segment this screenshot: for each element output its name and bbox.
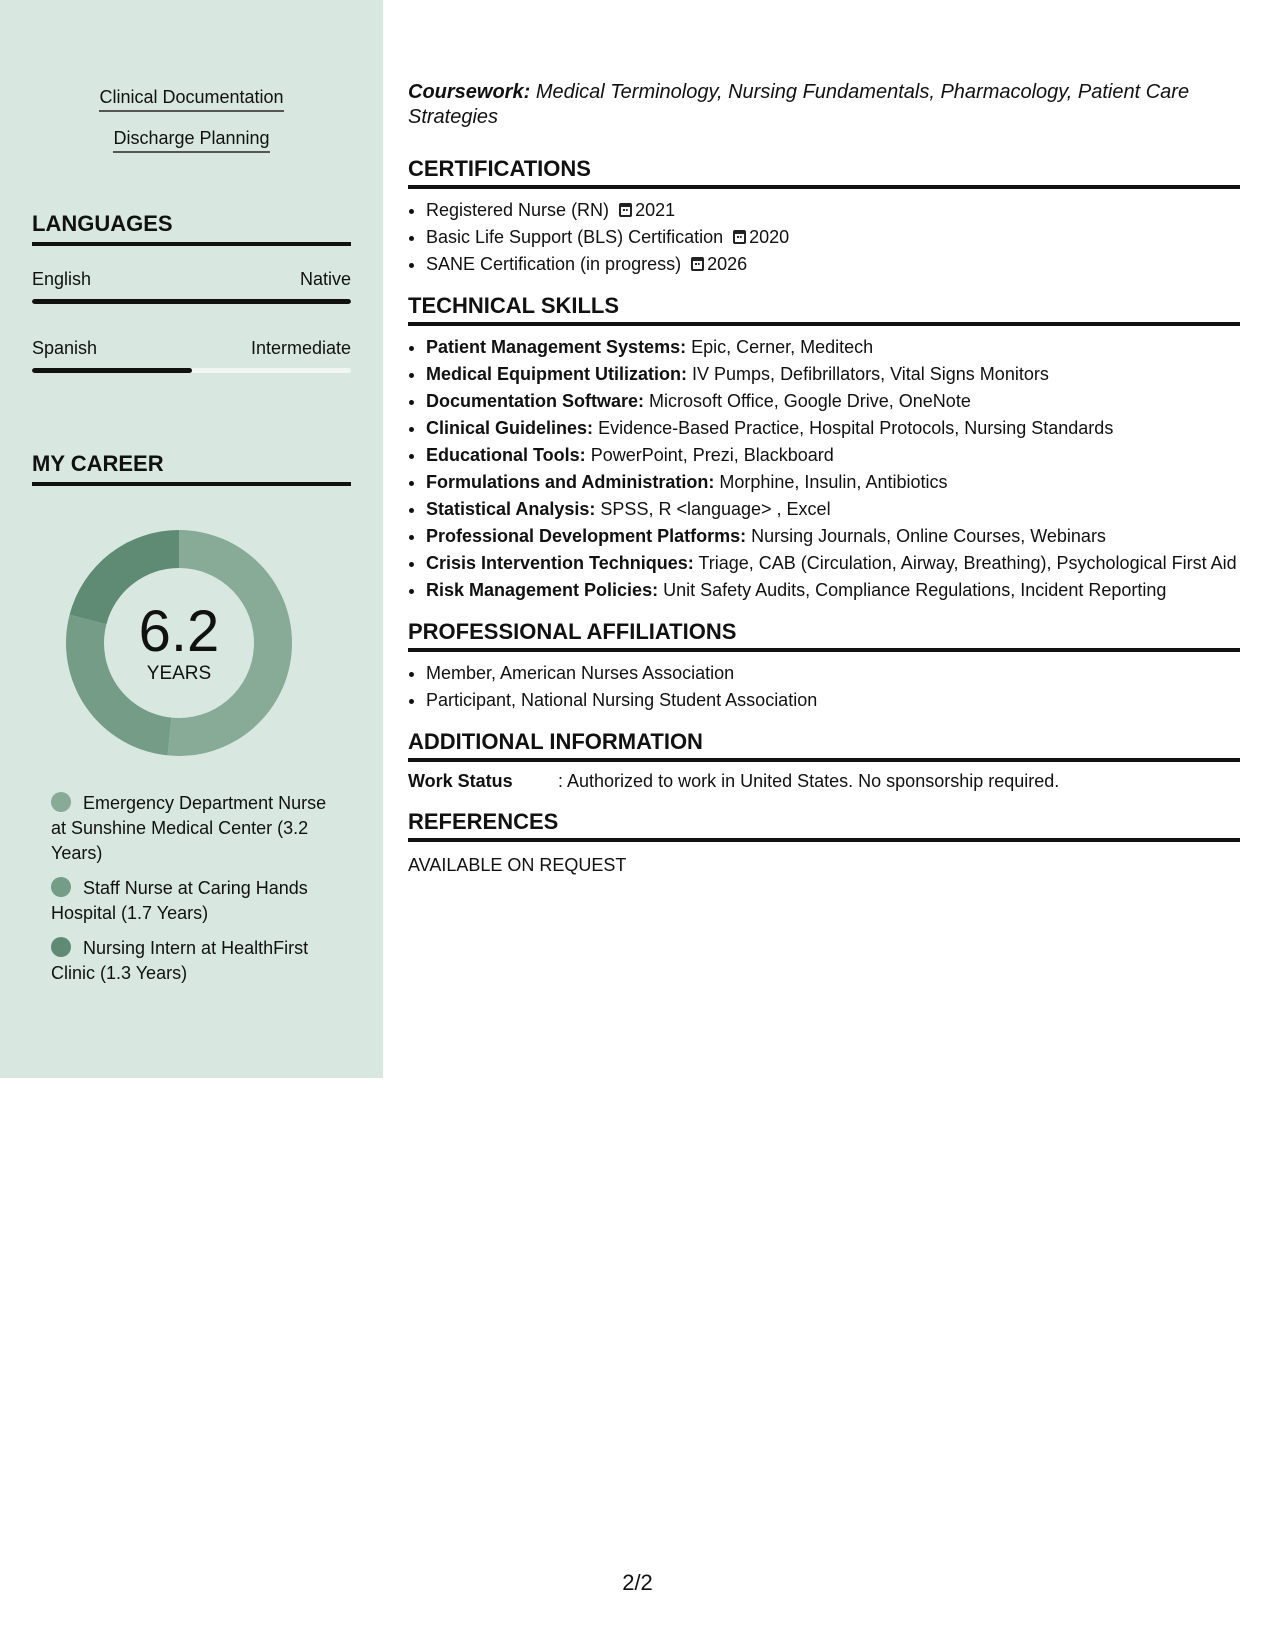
- technical-skills-list: [408, 334, 1240, 604]
- references-heading: REFERENCES: [408, 808, 1240, 842]
- coursework: [408, 80, 1240, 130]
- skill-values: Epic, Cerner, Meditech: [691, 337, 874, 357]
- career-heading: MY CAREER: [32, 450, 351, 486]
- skill-tags: [0, 86, 383, 168]
- technical-skill-item: [426, 361, 1240, 388]
- career-legend-item: [51, 876, 341, 926]
- skill-category: Patient Management Systems:: [426, 337, 687, 357]
- language-name: English: [32, 269, 92, 289]
- affiliations-list: [408, 660, 1240, 714]
- skill-values: Evidence-Based Practice, Hospital Protocols, Nursing Standards: [598, 418, 1114, 438]
- skill-values: IV Pumps, Defibrillators, Vital Signs Monitors: [692, 364, 1049, 384]
- certifications-list: [408, 197, 1240, 278]
- work-status-label: Work Status: [408, 771, 513, 791]
- calendar-icon: [733, 230, 746, 244]
- language-row: [32, 268, 351, 290]
- career-legend-dot: [51, 792, 71, 812]
- career-legend: [51, 791, 341, 996]
- technical-skill-item: [426, 550, 1240, 577]
- languages-heading: LANGUAGES: [32, 210, 351, 246]
- career-legend-dot: [51, 937, 71, 957]
- skill-category: Professional Development Platforms:: [426, 526, 747, 546]
- calendar-icon: [619, 203, 632, 217]
- career-legend-label: Staff Nurse at Caring Hands Hospital (1.7 Years): [51, 878, 308, 923]
- skill-values: Microsoft Office, Google Drive, OneNote: [649, 391, 971, 411]
- main-content: [408, 80, 1240, 878]
- skill-values: Nursing Journals, Online Courses, Webinars: [751, 526, 1106, 546]
- language-bar: [32, 299, 351, 304]
- certification-item: [426, 224, 1240, 251]
- technical-skill-item: [426, 415, 1240, 442]
- language-level: Native: [299, 269, 351, 289]
- references-text: AVAILABLE ON REQUEST: [408, 855, 627, 875]
- affiliation-item: • Member, American Nurses Association: [426, 660, 1240, 687]
- work-status-value: : Authorized to work in United States. No sponsorship required.: [558, 771, 1060, 791]
- sidebar: [0, 0, 383, 1078]
- career-legend-item: [51, 791, 341, 866]
- affiliations-heading: PROFESSIONAL AFFILIATIONS: [408, 618, 1240, 652]
- skill-category: Formulations and Administration:: [426, 472, 715, 492]
- skill-values: SPSS, R <language> , Excel: [600, 499, 831, 519]
- page-number: 2/2: [622, 1570, 653, 1595]
- career-legend-label: Nursing Intern at HealthFirst Clinic (1.3 Years): [51, 938, 309, 983]
- additional-info-heading: ADDITIONAL INFORMATION: [408, 728, 1240, 762]
- certification-name: Registered Nurse (RN): [426, 200, 610, 220]
- skill-tag: Discharge Planning: [113, 127, 269, 153]
- certification-year: 2020: [749, 227, 790, 247]
- skill-category: Clinical Guidelines:: [426, 418, 594, 438]
- skill-category: Crisis Intervention Techniques:: [426, 553, 694, 573]
- technical-skill-item: [426, 442, 1240, 469]
- technical-skill-item: [426, 577, 1240, 604]
- language-bar: [32, 368, 351, 373]
- work-status-row: [408, 768, 1240, 794]
- skill-values: Morphine, Insulin, Antibiotics: [719, 472, 948, 492]
- language-name: Spanish: [32, 338, 98, 358]
- career-total: [66, 530, 292, 756]
- technical-skill-item: [426, 388, 1240, 415]
- certification-name: Basic Life Support (BLS) Certification: [426, 227, 724, 247]
- career-legend-item: [51, 936, 341, 986]
- career-total-unit: YEARS: [146, 663, 212, 684]
- skill-category: Medical Equipment Utilization:: [426, 364, 688, 384]
- career-legend-dot: [51, 877, 71, 897]
- language-bar-fill: [32, 368, 192, 373]
- certification-item: [426, 197, 1240, 224]
- skill-values: Triage, CAB (Circulation, Airway, Breathing), Psychological First Aid: [698, 553, 1237, 573]
- skill-values: Unit Safety Audits, Compliance Regulations, Incident Reporting: [663, 580, 1167, 600]
- coursework-text: Medical Terminology, Nursing Fundamentals, Pharmacology, Patient Care Strategies: [408, 81, 1190, 128]
- language-level: Intermediate: [250, 338, 351, 358]
- skill-category: Documentation Software:: [426, 391, 645, 411]
- skill-category: Risk Management Policies:: [426, 580, 659, 600]
- coursework-label: Coursework:: [408, 81, 531, 103]
- technical-skill-item: [426, 469, 1240, 496]
- skill-category: Statistical Analysis:: [426, 499, 596, 519]
- technical-skill-item: [426, 523, 1240, 550]
- language-row: [32, 337, 351, 359]
- career-total-value: 6.2: [138, 599, 220, 664]
- affiliation-item: • Participant, National Nursing Student Association: [426, 687, 1240, 714]
- career-legend-label: Emergency Department Nurse at Sunshine Medical Center (3.2 Years): [51, 793, 327, 863]
- skill-tag: Clinical Documentation: [99, 86, 283, 112]
- technical-skill-item: [426, 496, 1240, 523]
- certification-year: 2021: [635, 200, 676, 220]
- certification-name: SANE Certification (in progress): [426, 254, 682, 274]
- calendar-icon: [691, 257, 704, 271]
- technical-skill-item: [426, 334, 1240, 361]
- certifications-heading: CERTIFICATIONS: [408, 155, 1240, 189]
- certification-item: [426, 251, 1240, 278]
- skill-values: PowerPoint, Prezi, Blackboard: [590, 445, 834, 465]
- technical-skills-heading: TECHNICAL SKILLS: [408, 292, 1240, 326]
- language-bar-fill: [32, 299, 351, 304]
- skill-category: Educational Tools:: [426, 445, 586, 465]
- certification-year: 2026: [707, 254, 748, 274]
